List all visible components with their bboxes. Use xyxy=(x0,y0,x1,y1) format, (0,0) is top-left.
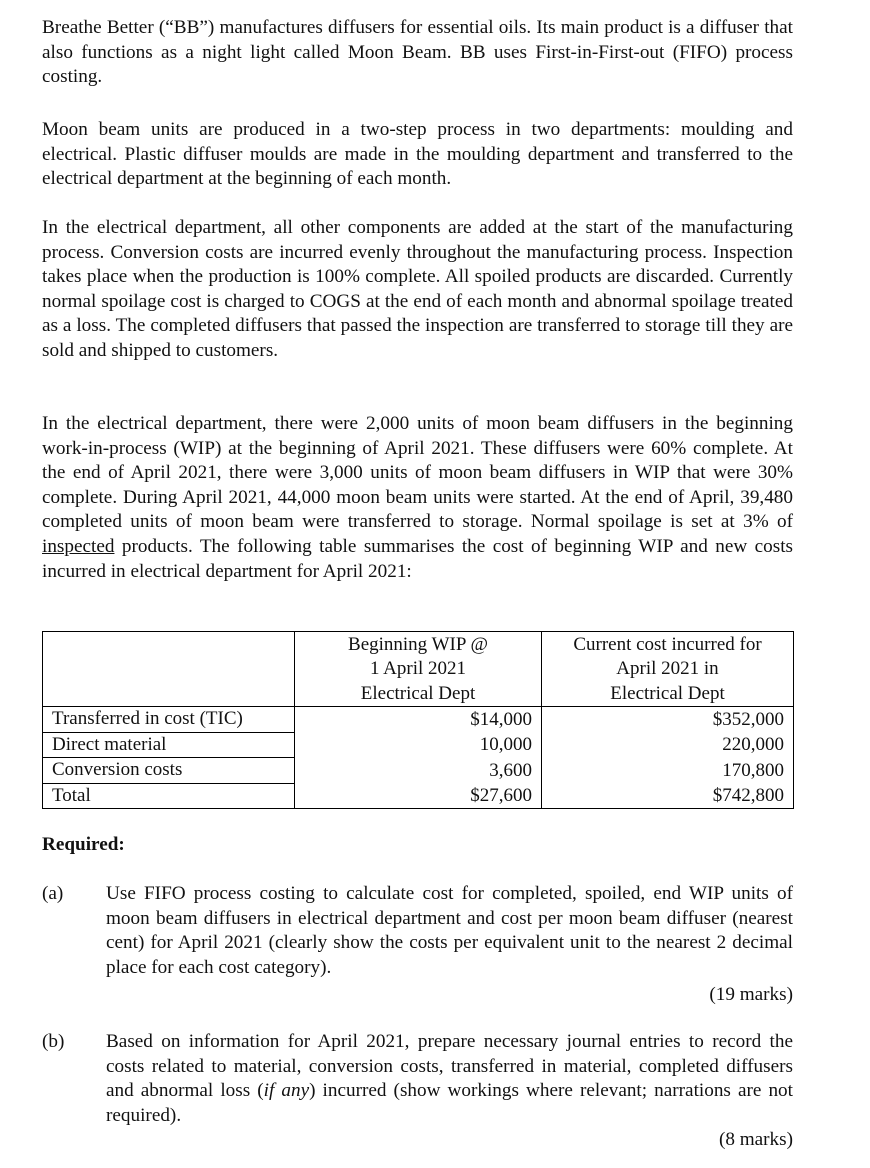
paragraph-4-text-start: In the electrical department, there were 2,000 units of moon beam diffusers in the beginning work-in-process (WIP) at the beginning of April 2021. These diffusers were 60% complete. At the end of April 2021, there were 3,000 units of moon beam diffusers in WIP that were 30% complete. During April 2021, 44,000 moon beam units were started. At the end of April, 39,480 completed units of moon beam were transferred to storage. Normal spoilage is set at 3% of xyxy=(42,413,793,533)
current-cost-value: $742,800 xyxy=(542,783,794,809)
question-b-italic-text: if any xyxy=(263,1080,310,1102)
cost-table-header-row xyxy=(43,632,794,707)
beginning-wip-value: 3,600 xyxy=(295,758,542,784)
table-row xyxy=(43,732,794,758)
row-label: Total xyxy=(43,783,295,809)
intro-paragraph-2: Moon beam units are produced in a two-step process in two departments: moulding and electrical. Plastic diffuser moulds are made in the moulding department and transferred to the electrical department at the beginning of each month. xyxy=(42,119,793,190)
header-current-cost xyxy=(542,632,794,707)
current-cost-value: 220,000 xyxy=(542,732,794,758)
header-blank-cell xyxy=(43,632,295,707)
header-current-cost-line-3: Electrical Dept xyxy=(610,682,725,704)
table-row xyxy=(43,707,794,733)
row-label: Conversion costs xyxy=(43,758,295,784)
current-cost-value: 170,800 xyxy=(542,758,794,784)
question-a-text: Use FIFO process costing to calculate cost for completed, spoiled, end WIP units of moon beam diffusers in electrical department and cost per moon beam diffuser (nearest cent) for April 2021 (clearly show the costs per equivalent unit to the nearest 2 decimal place for each cost category). xyxy=(106,883,793,978)
header-beginning-wip-line-3: Electrical Dept xyxy=(360,682,476,704)
intro-paragraph-1: Breathe Better (“BB”) manufactures diffusers for essential oils. Its main product is a diffuser that also functions as a night light called Moon Beam. BB uses First-in-First-out (FIFO) process costing. xyxy=(42,17,793,88)
beginning-wip-value: $14,000 xyxy=(295,707,542,733)
row-label: Direct material xyxy=(43,732,295,758)
question-b-text xyxy=(106,1030,793,1128)
question-a-label: (a) xyxy=(42,883,64,904)
required-heading: Required: xyxy=(42,834,125,855)
header-beginning-wip-line-1: Beginning WIP @ xyxy=(348,633,488,655)
question-b-text-start: Based on information for April 2021, prepare necessary journal entries to record the costs related to material, conversion costs, transferred in material, completed diffusers and abnormal loss ( xyxy=(106,1031,793,1102)
question-b-text-end: ) incurred (show workings where relevant; narrations are not required). xyxy=(106,1080,793,1126)
paragraph-4-text-end: products. The following table summarises the cost of beginning WIP and new costs incurred in electrical department for April 2021: xyxy=(42,535,793,582)
header-beginning-wip-line-2: 1 April 2021 xyxy=(369,658,467,680)
question-a-marks: (19 marks) xyxy=(709,984,793,1005)
current-cost-value: $352,000 xyxy=(542,707,794,733)
question-b-marks: (8 marks) xyxy=(718,1129,793,1150)
question-b-label: (b) xyxy=(42,1031,65,1052)
beginning-wip-value: 10,000 xyxy=(295,732,542,758)
intro-paragraph-3: In the electrical department, all other components are added at the start of the manufacturing process. Conversion costs are incurred evenly throughout the manufacturing process. Inspection takes place when the production is 100% complete. All spoiled products are discarded. Currently normal spoilage cost is charged to COGS at the end of each month and abnormal spoilage treated as a loss. The completed diffusers that passed the inspection are transferred to storage till they are sold and shipped to customers. xyxy=(42,217,793,361)
intro-paragraph-4 xyxy=(42,412,793,584)
header-current-cost-line-2: April 2021 in xyxy=(616,658,719,680)
table-row xyxy=(43,758,794,784)
cost-table xyxy=(42,631,794,809)
row-label: Transferred in cost (TIC) xyxy=(43,707,295,733)
inspected-underlined-word: inspected xyxy=(42,535,115,557)
table-row-total xyxy=(43,783,794,809)
header-current-cost-line-1: Current cost incurred for xyxy=(573,633,762,655)
header-beginning-wip xyxy=(295,632,542,707)
beginning-wip-value: $27,600 xyxy=(295,783,542,809)
